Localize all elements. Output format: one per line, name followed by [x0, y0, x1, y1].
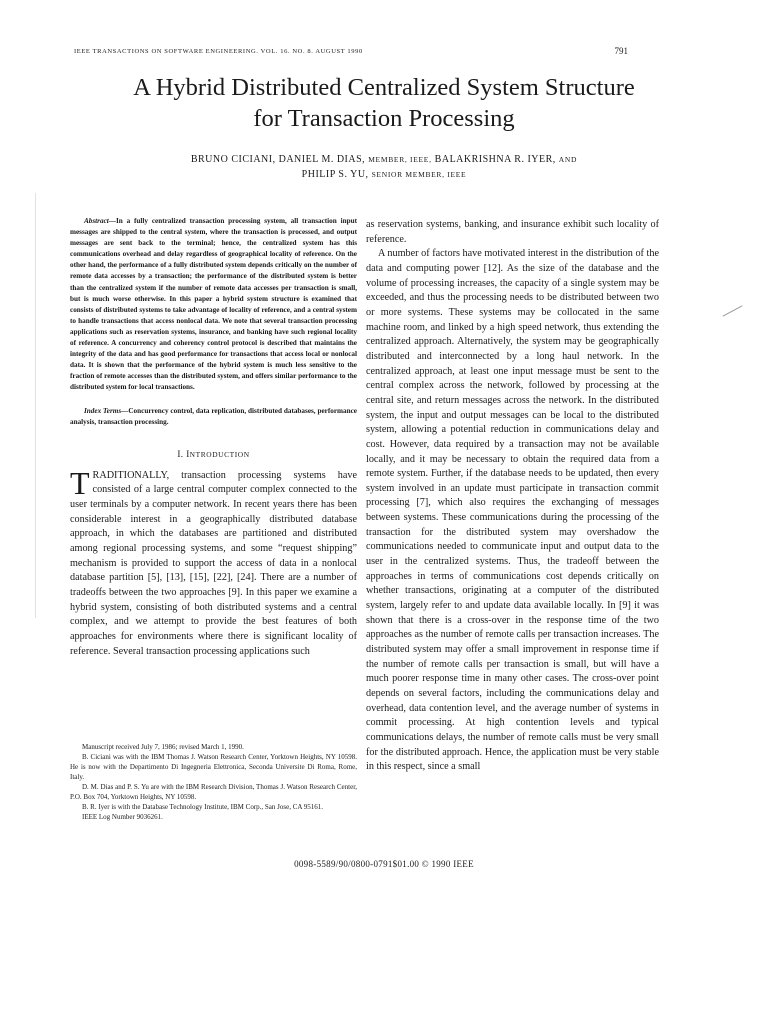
index-terms-text: Concurrency control, data replication, distributed databases, performance analysis, transaction processing.: [70, 406, 357, 426]
abstract-lead: Abstract—: [84, 217, 116, 225]
title-line-2: for Transaction Processing: [253, 105, 515, 132]
footnote-dias-yu: D. M. Dias and P. S. Yu are with the IBM Research Division, Thomas J. Watson Research Center, P.O. Box 704, Yorktown Heights, NY 10598.: [70, 783, 357, 801]
left-column: [70, 216, 357, 659]
section-numeral: I.: [177, 448, 184, 459]
scan-margin-line: [35, 193, 36, 618]
author-line-2: [0, 167, 768, 182]
right-column: [366, 218, 659, 775]
author-role-a: MEMBER, IEEE,: [368, 155, 432, 164]
scan-mark: [723, 305, 743, 316]
author-line-1: [0, 152, 768, 167]
running-head: IEEE TRANSACTIONS ON SOFTWARE ENGINEERING. VOL. 16. NO. 8. AUGUST 1990: [74, 48, 363, 55]
section-heading-introduction: [70, 449, 357, 459]
abstract-text: In a fully centralized transaction processing system, all transaction input messages are shipped to the central system, where the transaction is processed, and output messages are sent back to the terminal; hence, the centralized system has this communications overhead and delay regardless of geographical locality of reference. On the other hand, the performance of a fully distributed system depends critically on the number of remote data accesses by a transaction; the performance of the distributed system is better than the centralized system if the number of remote data accesses per transaction is small, but is much worse otherwise. In this paper a hybrid system structure is examined that consists of distributed systems to take advantage of locality of reference, and a central system to handle transactions that access nonlocal data. We note that several transaction processing applications such as reservation systems, insurance, and banking have such regional locality of reference. A concurrency and coherency control protocol is described that maintains the integrity of the data and has good performance for transactions that access local or nonlocal data. It is shown that the performance of the hybrid system is much less sensitive to the fraction of remote accesses than the distributed system, and offers similar performance to the distributed system for local transactions.: [70, 217, 357, 392]
author-names-b: BALAKRISHNA R. IYER,: [434, 154, 556, 165]
introduction-paragraph: [70, 464, 357, 660]
right-paragraph-2: A number of factors have motivated interest in the distribution of the data and computing power [12]. As the size of the database and the volume of processing increases, the capacity of a single system may be exceeded, and thus the processing needs to be distributed between two or more systems. These systems may be collocated in the same machine room, and linked by a high speed network, thus extending the centralized approach. Alternatively, the system may be geographically distributed and interconnected by a long haul network. In the centralized approach, at least one input message must be sent to the central complex across the network, followed by processing at the central site, and return messages across the network. In the distributed system, the input and output messages can be local to the distributed system, allowing a potential reduction in communications delay and cost. However, data required by a transaction may not be available locally, and it may be necessary to obtain the required data from a remote system. Further, if the database needs to be updated, then every system involved in an update must participate in transaction commit processing [7], which also requires the exchanging of messages between systems. These communications during the processing of the transaction for the distributed system may overshadow the communications needed to communicate input and output data to the user in the centralized systems. Thus, the tradeoff between the approaches in terms of communications cost depends critically on whether transactions, originating at a computer of the distributed system, largely refer to and update data available locally. In [9] it was shown that there is a cross-over in the response time of the two approaches as the number of remote calls per transaction increases. The distributed system may offer a small improvement in response time if the number of remote calls per transaction is small, but will have a much poorer response time in many other cases. The cross-over point depends on several factors, including the communications delay and overhead, data contention level, and the average number of systems in commit processing. At high contention levels and typical communications delays, the number of remote calls must be very small for the distributed approach. Hence, the application must be very stable in this respect, since a small: [366, 248, 659, 773]
index-terms-lead: Index Terms—: [84, 406, 129, 415]
author-names-a: BRUNO CICIANI, DANIEL M. DIAS,: [190, 154, 366, 165]
footnote-ciciani: B. Ciciani was with the IBM Thomas J. Watson Research Center, Yorktown Heights, NY 10598. He is now with the Departimento Di Ingegneria Elettronica, Seconda Universite Di Roma, Rome, Italy.: [70, 753, 357, 781]
author-name-yu: PHILIP S. YU,: [301, 169, 369, 180]
intro-lead-caps: RADITIONALLY,: [92, 469, 170, 481]
title-line-1: A Hybrid Distributed Centralized System Structure: [133, 74, 635, 101]
section-heading-rest: NTRODUCTION: [189, 449, 250, 459]
footnotes: [70, 742, 357, 822]
footnote-log-number: IEEE Log Number 9036261.: [82, 813, 163, 821]
page-number: 791: [614, 46, 628, 56]
footnote-iyer: B. R. Iyer is with the Database Technology Institute, IBM Corp., San Jose, CA 95161.: [82, 803, 324, 811]
right-paragraph-1: as reservation systems, banking, and insurance exhibit such locality of reference.: [366, 219, 659, 245]
paper-title: [0, 72, 768, 134]
index-terms: [70, 406, 357, 428]
abstract: [70, 216, 357, 394]
copyright-line: 0098-5589/90/0800-0791$01.00 © 1990 IEEE: [294, 859, 474, 869]
author-list: [0, 152, 768, 182]
footnote-manuscript: Manuscript received July 7, 1986; revised March 1, 1990.: [82, 743, 244, 751]
author-role-yu: SENIOR MEMBER, IEEE: [371, 170, 467, 179]
section-heading-initial: I: [186, 448, 190, 459]
author-conjunction: AND: [558, 155, 578, 164]
drop-cap: T: [70, 464, 90, 501]
intro-text: transaction processing systems have consisted of a large central computer complex connected to the user terminals by a computer network. In recent years there has been considerable interest in a geographically distributed database approach, in which the databases are partitioned and distributed among regional processing systems, and some “request shipping” mechanism is provided to support the access of data in a nonlocal database partition [5], [13], [15], [22], [24]. There are a number of tradeoffs between the two approaches [9]. In this paper we examine a hybrid system, consisting of both distributed systems and a central complex, and we attempt to provide the best features of both approaches for environments where there is significant locality of reference. Several transaction processing applications such: [70, 469, 357, 657]
